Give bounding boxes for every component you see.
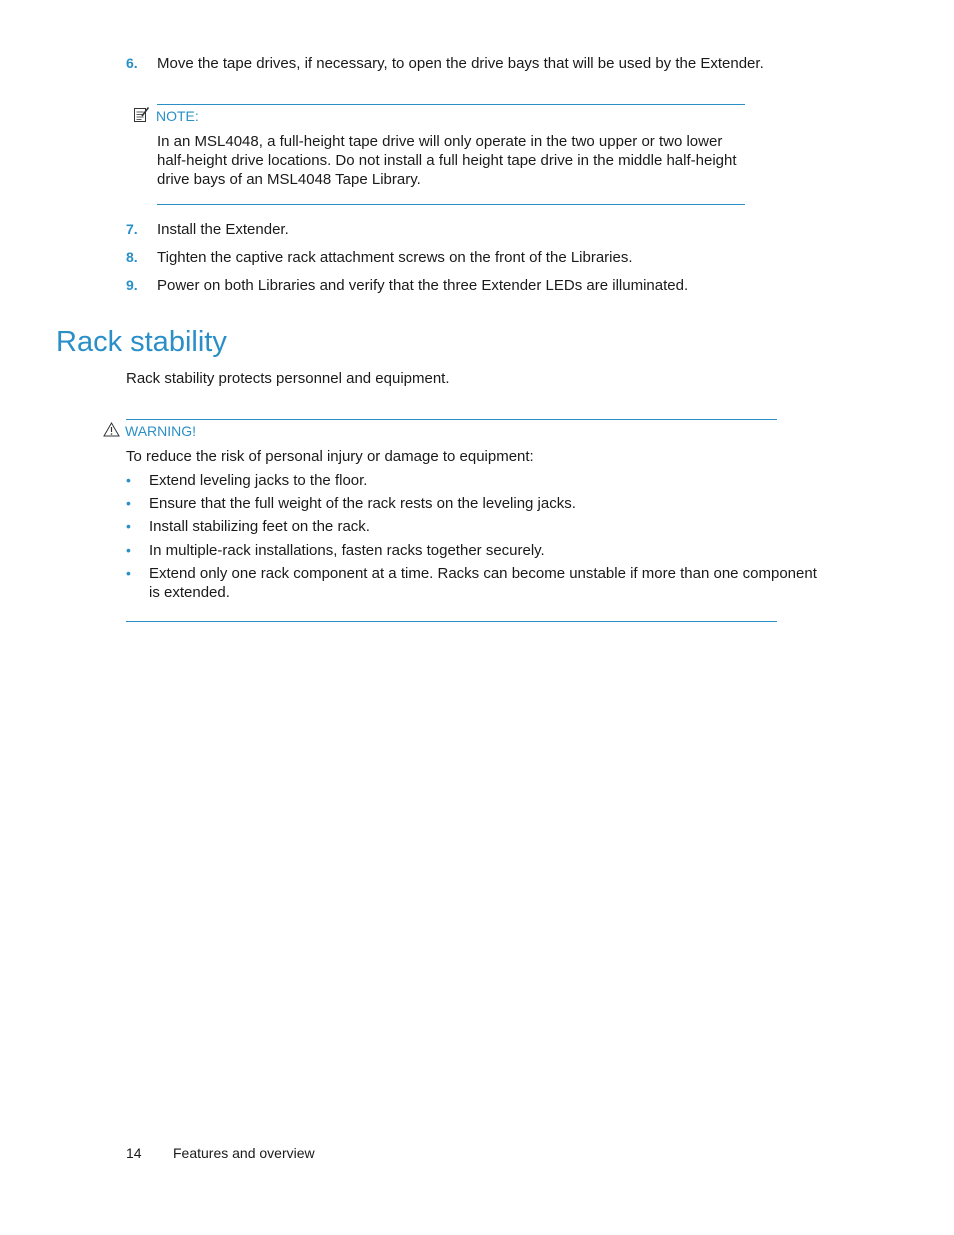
step-text: Tighten the captive rack attachment screws on the front of the Libraries. [157, 249, 633, 266]
footer-section-title: Features and overview [173, 1145, 315, 1161]
note-label: NOTE: [156, 108, 199, 124]
bullet-icon: • [126, 565, 131, 581]
step-text: Power on both Libraries and verify that the three Extender LEDs are illuminated. [157, 277, 689, 294]
section-intro: Rack stability protects personnel and equipment. [126, 370, 450, 387]
bullet-text: is extended. [149, 584, 230, 601]
note-header [133, 106, 199, 126]
step-text: Install the Extender. [157, 221, 289, 238]
warning-bottom-rule [126, 621, 777, 622]
note-bottom-rule [157, 204, 745, 205]
bullet-text: Extend leveling jacks to the floor. [149, 472, 368, 489]
step-number: 6. [126, 55, 138, 71]
warning-intro: To reduce the risk of personal injury or damage to equipment: [126, 448, 534, 465]
warning-triangle-icon [103, 422, 120, 441]
note-line: In an MSL4048, a full-height tape drive will only operate in the two upper or two lower [157, 133, 723, 150]
note-body [157, 132, 747, 189]
bullet-icon: • [126, 542, 131, 558]
note-line: half-height drive locations. Do not install a full height tape drive in the middle half-height [157, 152, 737, 169]
bullet-icon: • [126, 518, 131, 534]
warning-top-rule [126, 419, 777, 420]
page-number: 14 [126, 1145, 142, 1161]
note-line: drive bays of an MSL4048 Tape Library. [157, 171, 421, 188]
bullet-text: Ensure that the full weight of the rack rests on the leveling jacks. [149, 495, 576, 512]
note-pad-icon [133, 106, 150, 127]
warning-label: WARNING! [125, 423, 197, 439]
step-number: 7. [126, 221, 138, 237]
step-number: 8. [126, 249, 138, 265]
step-number: 9. [126, 277, 138, 293]
section-heading: Rack stability [56, 326, 227, 358]
step-text: Move the tape drives, if necessary, to open the drive bays that will be used by the Extender. [157, 55, 764, 72]
bullet-icon: • [126, 495, 131, 511]
bullet-text: In multiple-rack installations, fasten racks together securely. [149, 542, 545, 559]
bullet-text: Install stabilizing feet on the rack. [149, 518, 370, 535]
note-top-rule [157, 104, 745, 105]
bullet-text: Extend only one rack component at a time. Racks can become unstable if more than one component [149, 565, 817, 582]
warning-header [103, 421, 196, 441]
bullet-icon: • [126, 472, 131, 488]
